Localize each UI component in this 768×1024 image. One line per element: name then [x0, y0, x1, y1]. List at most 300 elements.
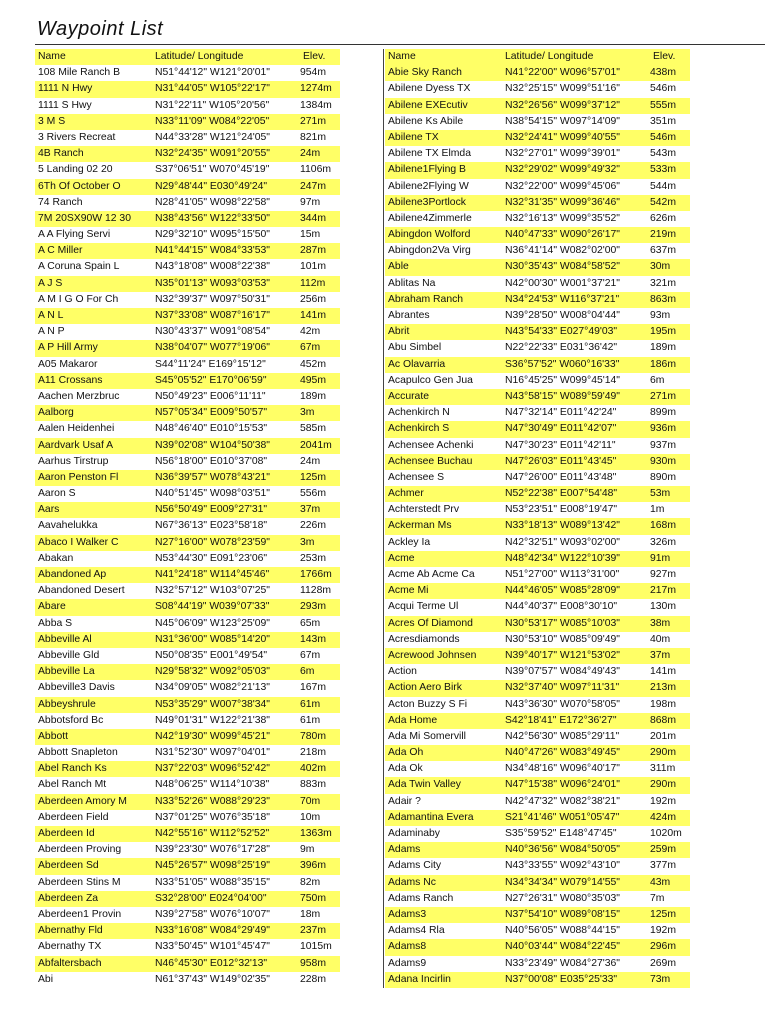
waypoint-latlon: N61°37'43" W149°02'35"	[155, 973, 270, 985]
table-row	[35, 65, 340, 81]
waypoint-latlon: N45°26'57" W098°25'19"	[155, 860, 270, 872]
waypoint-latlon: N32°25'15" W099°51'16"	[505, 83, 620, 95]
waypoint-elevation: 495m	[300, 374, 326, 386]
waypoint-latlon: N44°40'37" E008°30'10"	[505, 601, 618, 613]
waypoint-name: 1111 N Hwy	[38, 83, 93, 95]
table-row	[385, 858, 690, 874]
waypoint-name: Abel Ranch Mt	[38, 779, 107, 791]
waypoint-name: Aalen Heidenhei	[38, 423, 115, 435]
waypoint-name: Abernathy Fld	[38, 925, 103, 937]
table-row	[35, 535, 340, 551]
waypoint-elevation: 544m	[650, 180, 676, 192]
waypoint-latlon: N37°54'10" W089°08'15"	[505, 908, 620, 920]
table-row	[35, 664, 340, 680]
waypoint-elevation: 192m	[650, 925, 676, 937]
table-row	[385, 502, 690, 518]
table-row	[35, 923, 340, 939]
waypoint-latlon: N40°51'45" W098°03'51"	[155, 488, 270, 500]
waypoint-name: Achterstedt Prv	[388, 504, 460, 516]
table-row	[35, 243, 340, 259]
waypoint-elevation: 97m	[300, 196, 321, 208]
waypoint-name: Abernathy TX	[38, 941, 102, 953]
waypoint-elevation: 167m	[300, 682, 326, 694]
waypoint-name: Action Aero Birk	[388, 682, 462, 694]
table-row	[385, 211, 690, 227]
waypoint-name: Abbott Snapleton	[38, 747, 118, 759]
waypoint-latlon: N50°08'35" E001°49'54"	[155, 649, 268, 661]
waypoint-elevation: 1106m	[300, 164, 331, 176]
header-elev: Elev.	[653, 51, 676, 62]
waypoint-latlon: N53°23'51" E008°19'47"	[505, 504, 618, 516]
waypoint-name: Ada Ok	[388, 763, 423, 775]
waypoint-elevation: 271m	[300, 115, 326, 127]
waypoint-elevation: 546m	[650, 83, 676, 95]
waypoint-latlon: N34°24'53" W116°37'21"	[505, 293, 620, 305]
waypoint-latlon: N42°32'51" W093°02'00"	[505, 536, 620, 548]
waypoint-latlon: N31°36'00" W085°14'20"	[155, 633, 270, 645]
waypoint-latlon: N39°02'08" W104°50'38"	[155, 439, 270, 451]
waypoint-latlon: N45°06'09" W123°25'09"	[155, 617, 270, 629]
table-row	[35, 211, 340, 227]
waypoint-name: Aberdeen Proving	[38, 844, 122, 856]
waypoint-elevation: 1384m	[300, 99, 332, 111]
waypoint-name: Abingdon2Va Virg	[388, 245, 471, 257]
waypoint-latlon: N34°09'05" W082°21'13"	[155, 682, 270, 694]
waypoint-elevation: 868m	[650, 714, 676, 726]
waypoint-name: A P Hill Army	[38, 342, 98, 354]
waypoint-latlon: N47°30'49" E011°42'07"	[505, 423, 617, 435]
waypoint-name: Abilene2Flying W	[388, 180, 469, 192]
waypoint-latlon: N57°05'34" E009°50'57"	[155, 407, 268, 419]
waypoint-latlon: N43°18'08" W008°22'38"	[155, 261, 270, 273]
waypoint-name: Able	[388, 261, 409, 273]
waypoint-elevation: 91m	[650, 552, 671, 564]
table-row	[35, 405, 340, 421]
waypoint-elevation: 141m	[300, 310, 326, 321]
waypoint-latlon: N33°23'49" W084°27'36"	[505, 957, 620, 969]
waypoint-name: A N P	[38, 326, 65, 338]
waypoint-name: Acapulco Gen Jua	[388, 374, 473, 386]
waypoint-elevation: 201m	[650, 730, 676, 742]
waypoint-name: Adams City	[388, 860, 442, 872]
waypoint-name: Acres Of Diamond	[388, 617, 473, 629]
header-latlon: Latitude/ Longitude	[505, 51, 594, 62]
table-row	[35, 761, 340, 777]
table-row	[35, 373, 340, 389]
waypoint-elevation: 543m	[650, 148, 676, 160]
waypoint-column-right	[385, 49, 690, 988]
waypoint-latlon: N49°01'31" W122°21'38"	[155, 714, 270, 726]
table-row	[35, 81, 340, 97]
waypoint-latlon: N32°26'56" W099°37'12"	[505, 99, 620, 111]
waypoint-latlon: N56°18'00" E010°37'08"	[155, 455, 268, 467]
waypoint-name: Abel Ranch Ks	[38, 763, 107, 775]
waypoint-latlon: N28°41'05" W098°22'58"	[155, 196, 270, 208]
column-divider	[383, 49, 384, 988]
waypoint-elevation: 6m	[300, 666, 315, 678]
waypoint-elevation: 218m	[300, 747, 326, 759]
waypoint-name: Achensee Buchau	[388, 455, 473, 467]
waypoint-name: 108 Mile Ranch B	[38, 67, 121, 79]
table-row	[385, 697, 690, 713]
table-row	[35, 357, 340, 373]
waypoint-elevation: 37m	[650, 649, 671, 661]
waypoint-latlon: N31°52'30" W097°04'01"	[155, 747, 270, 759]
waypoint-name: A J S	[38, 277, 63, 289]
waypoint-elevation: 6m	[650, 374, 665, 386]
table-row	[385, 794, 690, 810]
waypoint-elevation: 937m	[650, 439, 676, 451]
waypoint-elevation: 1274m	[300, 83, 332, 95]
table-row	[385, 308, 690, 324]
table-row	[35, 179, 340, 195]
waypoint-name: A Coruna Spain L	[38, 261, 120, 273]
table-row	[35, 227, 340, 243]
waypoint-elevation: 24m	[300, 148, 321, 160]
waypoint-elevation: 189m	[650, 342, 676, 354]
waypoint-elevation: 82m	[300, 876, 321, 888]
waypoint-elevation: 287m	[300, 245, 326, 257]
waypoint-name: Abbott	[38, 730, 69, 742]
waypoint-name: Aberdeen Sd	[38, 860, 99, 872]
waypoint-elevation: 585m	[300, 423, 326, 435]
waypoint-elevation: 219m	[650, 229, 676, 241]
waypoint-latlon: S44°11'24" E169°15'12"	[155, 358, 266, 370]
waypoint-elevation: 213m	[650, 682, 676, 694]
waypoint-latlon: N47°15'38" W096°24'01"	[505, 779, 620, 791]
waypoint-name: Aars	[38, 504, 60, 516]
table-row	[385, 664, 690, 680]
waypoint-name: Acqui Terme Ul	[388, 601, 459, 613]
table-row	[35, 583, 340, 599]
table-row	[385, 745, 690, 761]
waypoint-name: Aaron S	[38, 488, 76, 500]
table-row	[385, 438, 690, 454]
waypoint-latlon: N39°23'30" W076°17'28"	[155, 844, 270, 856]
waypoint-elevation: 780m	[300, 730, 326, 742]
table-row	[35, 470, 340, 486]
table-row	[385, 956, 690, 972]
table-row	[385, 454, 690, 470]
header-name: Name	[38, 51, 66, 62]
waypoint-elevation: 899m	[650, 407, 676, 419]
waypoint-name: Adams9	[388, 957, 427, 969]
waypoint-name: Abilene EXEcutiv	[388, 99, 468, 111]
waypoint-elevation: 40m	[650, 633, 671, 645]
waypoint-latlon: N47°32'14" E011°42'24"	[505, 407, 617, 419]
waypoint-latlon: N40°03'44" W084°22'45"	[505, 941, 620, 953]
waypoint-name: Abraham Ranch	[388, 293, 464, 305]
waypoint-elevation: 186m	[650, 358, 676, 370]
header-name: Name	[388, 51, 416, 62]
waypoint-latlon: N29°32'10" W095°15'50"	[155, 229, 270, 241]
table-row	[385, 535, 690, 551]
waypoint-latlon: S21°41'46" W051°05'47"	[505, 811, 620, 823]
waypoint-name: Adams Nc	[388, 876, 436, 888]
page-title: Waypoint List	[37, 18, 164, 40]
waypoint-latlon: N38°54'15" W097°14'09"	[505, 115, 620, 127]
waypoint-elevation: 195m	[650, 326, 676, 338]
waypoint-name: Abilene1Flying B	[388, 164, 466, 176]
table-row	[35, 632, 340, 648]
table-row	[385, 340, 690, 356]
waypoint-elevation: 438m	[650, 67, 676, 79]
waypoint-name: Abilene4Zimmerle	[388, 212, 472, 224]
waypoint-name: Aalborg	[38, 407, 74, 419]
waypoint-elevation: 141m	[650, 666, 676, 678]
waypoint-elevation: 311m	[650, 763, 676, 775]
waypoint-elevation: 24m	[300, 455, 321, 467]
waypoint-name: 7M 20SX90W 12 30	[38, 212, 131, 224]
waypoint-elevation: 269m	[650, 957, 676, 969]
waypoint-elevation: 7m	[650, 892, 665, 904]
waypoint-elevation: 821m	[300, 131, 326, 143]
waypoint-name: Acme	[388, 552, 415, 564]
table-row	[385, 470, 690, 486]
waypoint-name: Ac Olavarria	[388, 358, 446, 370]
table-row	[385, 130, 690, 146]
waypoint-name: Achenkirch N	[388, 407, 450, 419]
waypoint-name: 74 Ranch	[38, 196, 83, 208]
waypoint-latlon: N47°26'03" E011°43'45"	[505, 455, 617, 467]
table-row	[385, 243, 690, 259]
waypoint-name: Abaco I Walker C	[38, 536, 119, 548]
table-row	[35, 276, 340, 292]
waypoint-latlon: N44°33'28" W121°24'05"	[155, 131, 270, 143]
table-row	[385, 227, 690, 243]
table-row	[385, 276, 690, 292]
waypoint-latlon: N37°01'25" W076°35'18"	[155, 811, 270, 823]
table-row	[35, 130, 340, 146]
waypoint-elevation: 936m	[650, 423, 676, 435]
waypoint-elevation: 954m	[300, 67, 326, 79]
waypoint-latlon: N56°50'49" E009°27'31"	[155, 504, 268, 516]
waypoint-latlon: N43°33'55" W092°43'10"	[505, 860, 620, 872]
waypoint-name: Ablitas Na	[388, 277, 436, 289]
waypoint-elevation: 556m	[300, 488, 326, 500]
table-row	[35, 616, 340, 632]
waypoint-name: Abakan	[38, 552, 74, 564]
waypoint-name: Achenkirch S	[388, 423, 450, 435]
table-row	[35, 697, 340, 713]
waypoint-name: Acrewood Johnsen	[388, 649, 477, 661]
table-row	[35, 454, 340, 470]
waypoint-elevation: 30m	[650, 261, 671, 273]
waypoint-elevation: 247m	[300, 180, 326, 192]
waypoint-latlon: N32°57'12" W103°07'25"	[155, 585, 270, 597]
waypoint-elevation: 424m	[650, 811, 676, 823]
waypoint-elevation: 326m	[650, 536, 676, 548]
table-row	[385, 761, 690, 777]
table-row	[35, 567, 340, 583]
table-row	[35, 308, 340, 324]
waypoint-name: Abbeville La	[38, 666, 95, 678]
waypoint-elevation: 237m	[300, 925, 326, 937]
waypoint-latlon: N33°11'09" W084°22'05"	[155, 115, 270, 127]
table-row	[35, 114, 340, 130]
waypoint-name: Aberdeen Amory M	[38, 795, 127, 807]
table-row	[35, 502, 340, 518]
waypoint-name: Adams4 Rla	[388, 925, 445, 937]
table-row	[385, 195, 690, 211]
table-row	[35, 875, 340, 891]
waypoint-elevation: 93m	[650, 310, 671, 321]
waypoint-name: Abilene TX	[388, 131, 439, 143]
table-row	[35, 794, 340, 810]
waypoint-name: Achensee S	[388, 471, 445, 483]
waypoint-latlon: N31°22'11" W105°20'56"	[155, 99, 270, 111]
waypoint-elevation: 863m	[650, 293, 676, 305]
waypoint-latlon: N52°22'38" E007°54'48"	[505, 488, 618, 500]
waypoint-elevation: 271m	[650, 390, 676, 402]
waypoint-name: Abie Sky Ranch	[388, 67, 462, 79]
waypoint-name: Adana Incirlin	[388, 973, 451, 985]
waypoint-latlon: N42°55'16" W112°52'52"	[155, 828, 270, 839]
waypoint-name: 4B Ranch	[38, 148, 84, 160]
table-row	[385, 405, 690, 421]
waypoint-elevation: 192m	[650, 795, 676, 807]
table-row	[385, 179, 690, 195]
waypoint-elevation: 65m	[300, 617, 321, 629]
waypoint-elevation: 1128m	[300, 585, 331, 597]
waypoint-elevation: 1015m	[300, 941, 332, 953]
waypoint-name: Adams	[388, 844, 421, 856]
waypoint-latlon: N39°27'58" W076°10'07"	[155, 908, 270, 920]
waypoint-elevation: 1m	[650, 504, 665, 516]
waypoint-latlon: N29°58'32" W092°05'03"	[155, 666, 270, 678]
table-row	[35, 340, 340, 356]
waypoint-name: Abilene Dyess TX	[388, 83, 471, 95]
table-row	[385, 632, 690, 648]
table-row	[385, 777, 690, 793]
table-row	[35, 292, 340, 308]
waypoint-elevation: 38m	[650, 617, 671, 629]
waypoint-name: Abrantes	[388, 310, 430, 321]
waypoint-latlon: S35°59'52" E148°47'45"	[505, 828, 617, 839]
waypoint-latlon: N43°58'15" W089°59'49"	[505, 390, 620, 402]
table-row	[385, 324, 690, 340]
waypoint-name: A N L	[38, 310, 64, 321]
waypoint-latlon: N51°27'00" W113°31'00"	[505, 569, 620, 580]
waypoint-elevation: 396m	[300, 860, 326, 872]
waypoint-latlon: N43°36'30" W070°58'05"	[505, 698, 620, 710]
waypoint-name: Abi	[38, 973, 54, 985]
waypoint-elevation: 533m	[650, 164, 676, 176]
waypoint-name: Achensee Achenki	[388, 439, 474, 451]
waypoint-elevation: 1363m	[300, 828, 332, 839]
waypoint-latlon: N39°40'17" W121°53'02"	[505, 649, 620, 661]
table-row	[35, 324, 340, 340]
waypoint-name: Abilene Ks Abile	[388, 115, 464, 127]
waypoint-elevation: 626m	[650, 212, 676, 224]
table-body	[385, 65, 690, 988]
waypoint-latlon: N44°46'05" W085°28'09"	[505, 585, 620, 597]
waypoint-latlon: N48°42'34" W122°10'39"	[505, 552, 620, 564]
waypoint-elevation: 53m	[650, 488, 671, 500]
waypoint-name: 5 Landing 02 20	[38, 164, 113, 176]
waypoint-elevation: 253m	[300, 552, 326, 564]
waypoint-latlon: N50°49'23" E006°11'11"	[155, 390, 266, 402]
waypoint-latlon: N41°44'15" W084°33'53"	[155, 245, 270, 257]
waypoint-name: Ackerman Ms	[388, 520, 452, 532]
waypoint-latlon: N42°19'30" W099°45'21"	[155, 730, 270, 742]
waypoint-latlon: N41°22'00" W096°57'01"	[505, 67, 620, 79]
waypoint-name: Aberdeen Id	[38, 828, 95, 839]
waypoint-latlon: N40°47'26" W083°49'45"	[505, 747, 620, 759]
table-row	[35, 826, 340, 842]
waypoint-latlon: N42°56'30" W085°29'11"	[505, 730, 620, 742]
waypoint-elevation: 101m	[300, 261, 326, 273]
table-row	[35, 810, 340, 826]
table-row	[385, 842, 690, 858]
table-row	[385, 421, 690, 437]
waypoint-latlon: N27°26'31" W080°35'03"	[505, 892, 620, 904]
waypoint-latlon: N33°16'08" W084°29'49"	[155, 925, 270, 937]
waypoint-name: Ada Oh	[388, 747, 424, 759]
waypoint-name: Ada Home	[388, 714, 438, 726]
waypoint-name: Abbeville3 Davis	[38, 682, 115, 694]
table-row	[35, 599, 340, 615]
waypoint-name: Abrit	[388, 326, 410, 338]
waypoint-latlon: N32°27'01" W099°39'01"	[505, 148, 620, 160]
waypoint-latlon: N46°45'30" E012°32'13"	[155, 957, 268, 969]
table-row	[385, 114, 690, 130]
waypoint-latlon: N32°31'35" W099°36'46"	[505, 196, 620, 208]
waypoint-latlon: N29°48'44" E030°49'24"	[155, 180, 268, 192]
table-row	[385, 729, 690, 745]
waypoint-elevation: 259m	[650, 844, 676, 856]
waypoint-name: Abba S	[38, 617, 73, 629]
waypoint-latlon: N32°24'35" W091°20'55"	[155, 148, 270, 160]
waypoint-name: Aardvark Usaf A	[38, 439, 114, 451]
waypoint-elevation: 321m	[650, 277, 676, 289]
waypoint-latlon: N47°30'23" E011°42'11"	[505, 439, 616, 451]
waypoint-name: Aberdeen1 Provin	[38, 908, 122, 920]
table-row	[385, 810, 690, 826]
waypoint-latlon: N30°35'43" W084°58'52"	[505, 261, 620, 273]
waypoint-latlon: N67°36'13" E023°58'18"	[155, 520, 268, 532]
waypoint-elevation: 67m	[300, 342, 321, 354]
table-row	[385, 389, 690, 405]
waypoint-name: Aachen Merzbruc	[38, 390, 120, 402]
waypoint-latlon: N31°44'05" W105°22'17"	[155, 83, 270, 95]
waypoint-latlon: N48°06'25" W114°10'38"	[155, 779, 270, 791]
waypoint-elevation: 143m	[300, 633, 326, 645]
waypoint-latlon: N41°24'18" W114°45'46"	[155, 569, 270, 580]
waypoint-elevation: 61m	[300, 698, 321, 710]
waypoint-elevation: 125m	[300, 471, 326, 483]
waypoint-latlon: N36°41'14" W082°02'00"	[505, 245, 620, 257]
waypoint-name: Ada Twin Valley	[388, 779, 461, 791]
header-elev: Elev.	[303, 51, 326, 62]
waypoint-latlon: N32°37'40" W097°11'31"	[505, 682, 620, 694]
table-row	[385, 65, 690, 81]
waypoint-latlon: N30°53'17" W085°10'03"	[505, 617, 620, 629]
table-row	[35, 891, 340, 907]
waypoint-latlon: N40°36'56" W084°50'05"	[505, 844, 620, 856]
waypoint-elevation: 42m	[300, 326, 321, 338]
waypoint-elevation: 217m	[650, 585, 676, 597]
waypoint-latlon: N43°54'33" E027°49'03"	[505, 326, 618, 338]
table-row	[35, 146, 340, 162]
table-body	[35, 65, 340, 988]
table-row	[385, 551, 690, 567]
table-row	[35, 745, 340, 761]
waypoint-latlon: N37°22'03" W096°52'42"	[155, 763, 270, 775]
waypoint-name: Abfaltersbach	[38, 957, 102, 969]
table-row	[385, 259, 690, 275]
waypoint-latlon: N27°16'00" W078°23'59"	[155, 536, 270, 548]
